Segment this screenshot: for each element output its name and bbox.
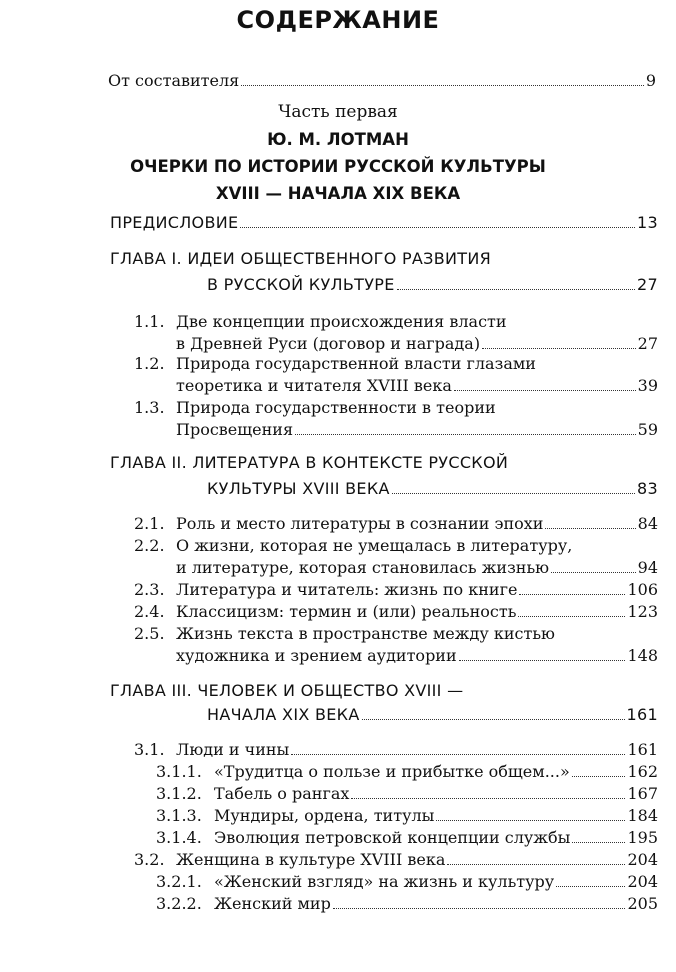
section-title: художника и зрением аудитории xyxy=(176,646,457,665)
section-title: Две концепции происхождения власти xyxy=(176,312,507,331)
toc-section-3-2-1[interactable] xyxy=(156,871,658,893)
chapter-heading-text: ГЛАВА II. ЛИТЕРАТУРА В КОНТЕКСТЕ РУССКОЙ xyxy=(110,453,509,472)
section-title: Литература и читатель: жизнь по книге xyxy=(176,580,518,599)
leader-dots xyxy=(362,704,625,720)
section-title: Классицизм: термин и (или) реальность xyxy=(176,602,517,621)
toc-section-2-2-cont[interactable] xyxy=(176,557,658,579)
section-title: Мундиры, ордена, титулы xyxy=(214,806,435,825)
section-number: 3.1.3. xyxy=(156,806,202,825)
section-number: 3.1.1. xyxy=(156,762,202,781)
leader-dots xyxy=(397,274,635,290)
toc-section-3-2-2[interactable] xyxy=(156,893,658,915)
toc-page-number: 161 xyxy=(627,740,658,759)
part-label: Часть первая xyxy=(278,102,398,122)
toc-page-number: 148 xyxy=(627,646,658,665)
toc-page-number: 204 xyxy=(627,872,658,891)
section-number: 3.2. xyxy=(134,850,165,869)
page-title: СОДЕРЖАНИЕ xyxy=(236,6,440,34)
part-title-line1: ОЧЕРКИ ПО ИСТОРИИ РУССКОЙ КУЛЬТУРЫ xyxy=(130,157,546,176)
section-number: 2.3. xyxy=(134,580,165,599)
leader-dots xyxy=(482,333,636,349)
leader-dots xyxy=(392,478,635,494)
section-number: 3.2.1. xyxy=(156,872,202,891)
toc-section-3-2[interactable] xyxy=(134,849,658,871)
toc-chapter-1-line1[interactable] xyxy=(110,248,658,270)
leader-dots xyxy=(551,557,636,573)
toc-entry-text: От составителя xyxy=(108,71,240,90)
toc-page-number: 204 xyxy=(627,850,658,869)
leader-dots xyxy=(295,419,636,435)
toc-section-2-2[interactable] xyxy=(134,535,658,557)
part-title-line2: XVIII — НАЧАЛА XIX ВЕКА xyxy=(215,184,461,203)
toc-section-3-1-2[interactable] xyxy=(156,783,658,805)
toc-page-number: 106 xyxy=(627,580,658,599)
section-number: 2.5. xyxy=(134,624,165,643)
section-number: 2.4. xyxy=(134,602,165,621)
toc-section-3-1[interactable] xyxy=(134,739,658,761)
toc-chapter-2-line2[interactable] xyxy=(207,478,658,500)
leader-dots xyxy=(333,893,626,909)
toc-page-number: 27 xyxy=(637,275,658,294)
toc-page-number: 161 xyxy=(626,705,658,724)
chapter-heading-text: ГЛАВА III. ЧЕЛОВЕК И ОБЩЕСТВО XVIII — xyxy=(110,681,464,700)
section-title: Природа государственной власти глазами xyxy=(176,354,536,373)
toc-section-2-5[interactable] xyxy=(134,623,658,645)
toc-chapter-2-line1[interactable] xyxy=(110,452,658,474)
leader-dots xyxy=(436,805,625,821)
section-title: теоретика и читателя XVIII века xyxy=(176,376,452,395)
section-number: 2.1. xyxy=(134,514,165,533)
section-title: Природа государственности в теории xyxy=(176,398,496,417)
toc-entry-compiler[interactable] xyxy=(108,70,656,92)
toc-section-3-1-1[interactable] xyxy=(156,761,658,783)
chapter-heading-text: В РУССКОЙ КУЛЬТУРЕ xyxy=(207,275,395,294)
toc-section-2-1[interactable] xyxy=(134,513,658,535)
toc-section-2-4[interactable] xyxy=(134,601,658,623)
section-title: Женский мир xyxy=(214,894,331,913)
toc-chapter-1-line2[interactable] xyxy=(207,274,658,296)
section-number: 3.1. xyxy=(134,740,165,759)
section-title: «Трудитца о пользе и прибытке общем...» xyxy=(214,762,570,781)
leader-dots xyxy=(572,761,626,777)
leader-dots xyxy=(351,783,625,799)
leader-dots xyxy=(545,513,635,529)
toc-section-2-3[interactable] xyxy=(134,579,658,601)
section-number: 1.3. xyxy=(134,398,165,417)
section-title: и литературе, которая становилась жизнью xyxy=(176,558,550,577)
toc-page-number: 184 xyxy=(627,806,658,825)
leader-dots xyxy=(519,579,625,595)
toc-page-number: 123 xyxy=(627,602,658,621)
toc-section-3-1-3[interactable] xyxy=(156,805,658,827)
toc-section-1-2[interactable] xyxy=(134,353,658,375)
chapter-heading-text: КУЛЬТУРЫ XVIII ВЕКА xyxy=(207,479,390,498)
toc-page-number: 83 xyxy=(637,479,658,498)
leader-dots xyxy=(459,645,626,661)
toc-section-1-1-cont[interactable] xyxy=(176,333,658,355)
leader-dots xyxy=(518,601,625,617)
part-author: Ю. М. ЛОТМАН xyxy=(267,130,409,149)
leader-dots xyxy=(241,70,644,86)
toc-page-number: 59 xyxy=(637,420,658,439)
toc-section-1-1[interactable] xyxy=(134,311,658,333)
section-title: Люди и чины xyxy=(176,740,290,759)
toc-section-1-3-cont[interactable] xyxy=(176,419,658,441)
section-title: Просвещения xyxy=(176,420,294,439)
chapter-heading-text: НАЧАЛА XIX ВЕКА xyxy=(207,705,360,724)
leader-dots xyxy=(556,871,625,887)
toc-page-number: 13 xyxy=(637,213,658,232)
leader-dots xyxy=(291,739,625,755)
toc-section-1-2-cont[interactable] xyxy=(176,375,658,397)
toc-page-number: 162 xyxy=(627,762,658,781)
toc-page-number: 27 xyxy=(637,334,658,353)
toc-page-number: 205 xyxy=(627,894,658,913)
toc-entry-text: ПРЕДИСЛОВИЕ xyxy=(110,213,239,232)
chapter-heading-text: ГЛАВА I. ИДЕИ ОБЩЕСТВЕННОГО РАЗВИТИЯ xyxy=(110,249,492,268)
toc-chapter-3-line1[interactable] xyxy=(110,680,658,702)
toc-section-1-3[interactable] xyxy=(134,397,658,419)
section-number: 3.1.2. xyxy=(156,784,202,803)
toc-page-number: 9 xyxy=(645,71,656,90)
section-number: 3.2.2. xyxy=(156,894,202,913)
toc-page-number: 195 xyxy=(627,828,658,847)
section-number: 1.2. xyxy=(134,354,165,373)
toc-chapter-3-line2[interactable] xyxy=(207,704,658,726)
leader-dots xyxy=(572,827,625,843)
section-title: в Древней Руси (договор и награда) xyxy=(176,334,481,353)
section-number: 2.2. xyxy=(134,536,165,555)
toc-section-2-5-cont[interactable] xyxy=(176,645,658,667)
leader-dots xyxy=(447,849,625,865)
section-title: Жизнь текста в пространстве между кистью xyxy=(176,624,555,643)
toc-page-number: 84 xyxy=(637,514,658,533)
section-title: Роль и место литературы в сознании эпохи xyxy=(176,514,544,533)
section-number: 1.1. xyxy=(134,312,165,331)
part-heading xyxy=(0,99,676,207)
leader-dots xyxy=(240,212,635,228)
section-number: 3.1.4. xyxy=(156,828,202,847)
toc-section-3-1-4[interactable] xyxy=(156,827,658,849)
section-title: Табель о рангах xyxy=(214,784,350,803)
toc-entry-foreword[interactable] xyxy=(110,212,658,234)
leader-dots xyxy=(454,375,636,391)
toc-page-number: 94 xyxy=(637,558,658,577)
toc-page-number: 167 xyxy=(627,784,658,803)
toc-page-number: 39 xyxy=(637,376,658,395)
section-title: О жизни, которая не умещалась в литературу, xyxy=(176,536,573,555)
section-title: Женщина в культуре XVIII века xyxy=(176,850,446,869)
section-title: «Женский взгляд» на жизнь и культуру xyxy=(214,872,555,891)
section-title: Эволюция петровской концепции службы xyxy=(214,828,571,847)
